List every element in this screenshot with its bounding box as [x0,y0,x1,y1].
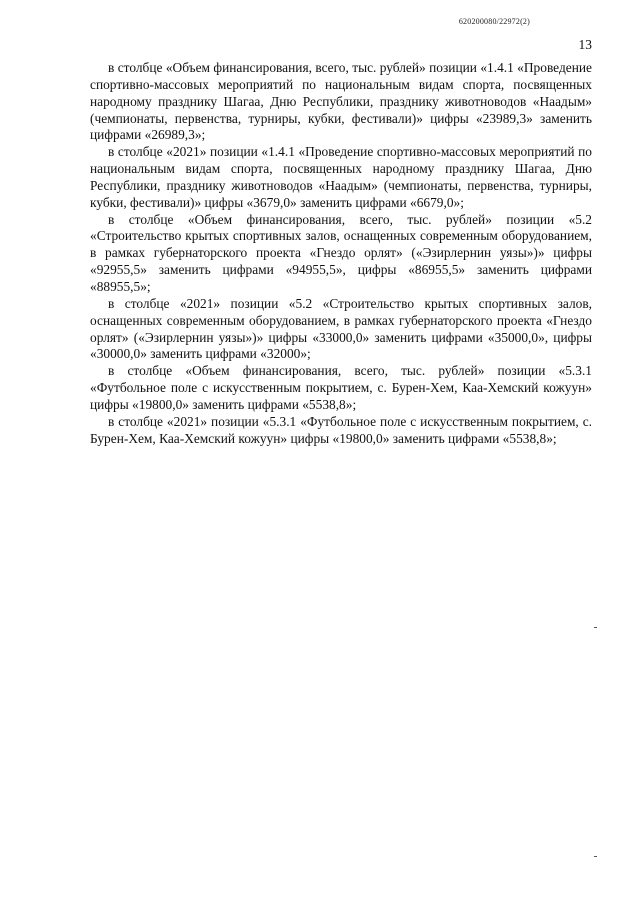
page-number: 13 [578,37,592,52]
document-code: 620200080/22972(2) [458,17,530,26]
scan-mark [594,856,597,857]
paragraph-6: в столбце «2021» позиции «5.3.1 «Футбольное поле с искусственным покрытием, с. Бурен-Хем, Каа-Хемский кожуун» цифры «19800,0» заменить цифрами «5538,8»; [90,413,592,446]
paragraph-2: в столбце «2021» позиции «1.4.1 «Проведение спортивно-массовых мероприятий по национальным видам спорта, посвященных народному празднику Шагаа, Дню Республики, празднику животноводов «Наадым» (чемпионаты, первенства, турниры, кубки, фестивали)» цифры «3679,0» заменить цифрами «6679,0»; [90,144,592,210]
paragraph-3: в столбце «Объем финансирования, всего, тыс. рублей» позиции «5.2 «Строительство крытых спортивных залов, оснащенных современным оборудованием, в рамках губернаторского проекта «Гнездо орлят» («Эзирлернин уязы»)» цифры «92955,5» заменить цифрами «94955,5», цифры «86955,5» заменить цифрами «88955,5»; [90,211,592,294]
paragraph-5: в столбце «Объем финансирования, всего, тыс. рублей» позиции «5.3.1 «Футбольное поле с искусственным покрытием, с. Бурен-Хем, Каа-Хемский кожуун» цифры «19800,0» заменить цифрами «5538,8»; [90,363,592,412]
paragraph-4: в столбце «2021» позиции «5.2 «Строительство крытых спортивных залов, оснащенных современным оборудованием, в рамках губернаторского проекта «Гнездо орлят» («Эзирлернин уязы»)» цифры «33000,0» заменить цифрами «35000,0», цифры «30000,0» заменить цифрами «32000»; [90,295,592,362]
paragraph-1: в столбце «Объем финансирования, всего, тыс. рублей» позиции «1.4.1 «Проведение спортивно-массовых мероприятий по национальным видам спорта, посвященных народному празднику Шагаа, Дню Республики, празднику животноводов «Наадым» (чемпионаты, первенства, турниры, кубки, фестивали)» цифры «23989,3» заменить цифрами «26989,3»; [90,60,592,143]
scan-mark [594,627,597,628]
document-body [90,60,592,447]
